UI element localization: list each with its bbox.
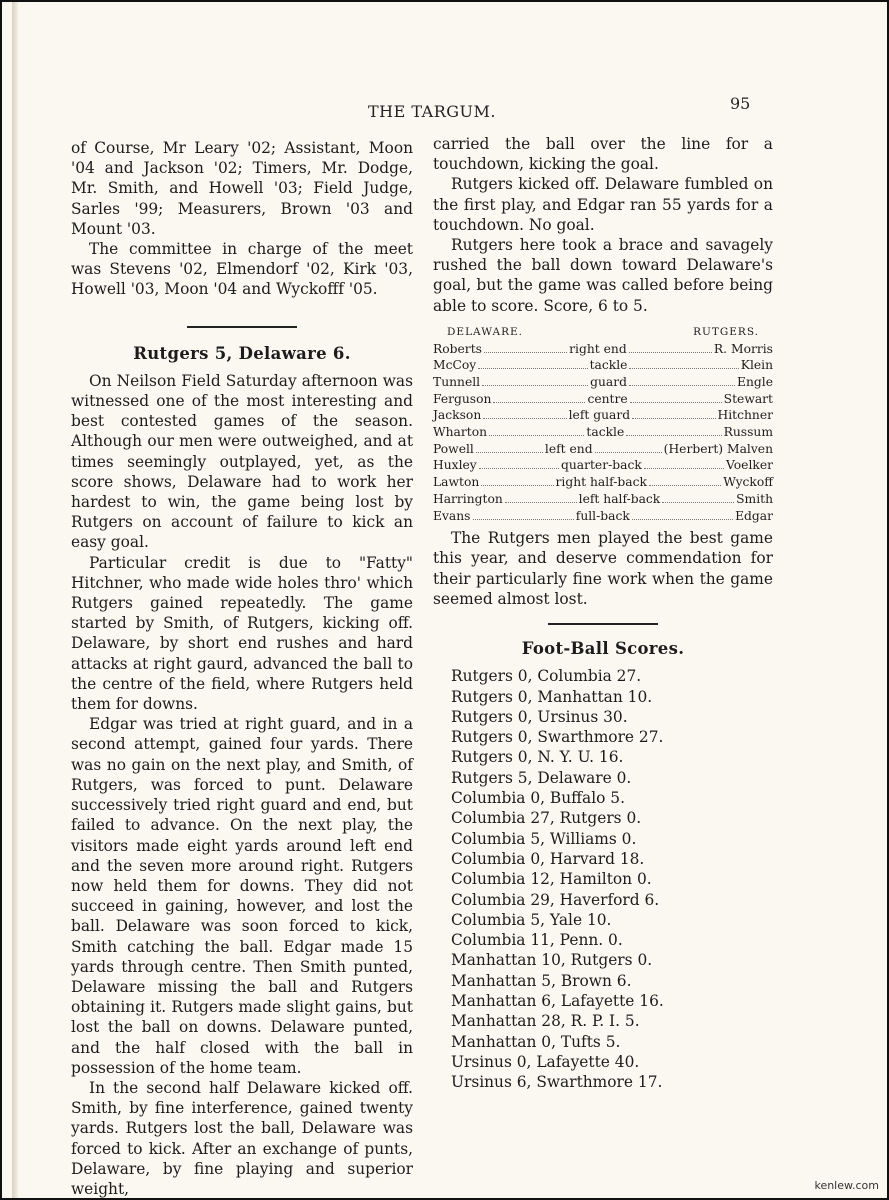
scores-list — [433, 666, 773, 1092]
dot-leader — [595, 442, 662, 453]
dot-leader — [484, 342, 567, 353]
paragraph: The Rutgers men played the best game this year, and deserve commendation for their particularly fine work when the game seemed almost lost. — [433, 529, 773, 608]
dot-leader — [479, 458, 559, 469]
score-item: Columbia 0, Buffalo 5. — [451, 789, 625, 808]
lineup-rutgers-player: Hitchner — [717, 408, 773, 423]
score-item: Columbia 11, Penn. 0. — [451, 931, 623, 950]
paragraph: carried the ball over the line for a touchdown, kicking the goal. — [433, 135, 773, 174]
paragraph: Rutgers here took a brace and savagely rushed the ball down toward Delaware's goal, but the game was called before being able to score. Score, 6 to 5. — [433, 236, 773, 315]
lineup-position: quarter-back — [560, 458, 642, 473]
dot-leader — [649, 475, 721, 486]
paragraph: The committee in charge of the meet was Stevens '02, Elmendorf '02, Kirk '03, Howell '03, Moon '04 and Wyckofff '05. — [71, 240, 413, 299]
paragraph: On Neilson Field Saturday afternoon was witnessed one of the most interesting and best contested games of the season. Although our men were outweighed, and at times seemingly outplayed, yet, as the score shows, Delaware had to work her hardest to win, the game being lost by Rutgers on account of failure to kick an easy goal. — [71, 371, 413, 552]
dot-leader — [473, 509, 574, 520]
score-item: Rutgers 5, Delaware 0. — [451, 768, 632, 787]
lineup-rutgers-player: Wyckoff — [723, 475, 774, 490]
score-item: Columbia 12, Hamilton 0. — [451, 870, 652, 889]
score-item: Rutgers 0, Ursinus 30. — [451, 707, 628, 726]
score-item: Manhattan 10, Rutgers 0. — [451, 951, 653, 970]
score-item: Manhattan 5, Brown 6. — [451, 971, 632, 990]
score-item: Rutgers 0, Columbia 27. — [451, 667, 642, 686]
score-item: Columbia 5, Williams 0. — [451, 829, 637, 848]
score-item: Manhattan 6, Lafayette 16. — [451, 992, 664, 1011]
score-item: Manhattan 28, R. P. I. 5. — [451, 1012, 640, 1031]
score-item: Columbia 5, Yale 10. — [451, 910, 612, 929]
section-divider — [187, 326, 297, 328]
lineup-position: full-back — [575, 508, 630, 523]
lineup-rutgers-player: Engle — [737, 374, 773, 389]
lineup-position: left half-back — [578, 491, 661, 506]
lineup-delaware-player: Harrington — [433, 491, 503, 506]
lineup-rutgers-player: Smith — [736, 491, 773, 506]
lineup-row — [433, 441, 773, 458]
score-item: Rutgers 0, Swarthmore 27. — [451, 728, 664, 747]
lineup-header — [433, 324, 773, 341]
score-item: Columbia 27, Rutgers 0. — [451, 809, 642, 828]
lineup-position: centre — [587, 391, 628, 406]
dot-leader — [481, 475, 553, 486]
dot-leader — [629, 358, 738, 369]
lineup-delaware-player: Tunnell — [433, 374, 481, 389]
lineup-rutgers-player: R. Morris — [713, 341, 773, 356]
dot-leader — [482, 375, 588, 386]
lineup-position: left end — [544, 441, 593, 456]
dot-leader — [632, 408, 715, 419]
dot-leader — [644, 458, 724, 469]
dot-leader — [630, 392, 722, 403]
lineup-row — [433, 357, 773, 374]
lineup-delaware-player: McCoy — [433, 358, 477, 373]
lineup-delaware-player: Huxley — [433, 458, 477, 473]
paragraph: In the second half Delaware kicked off. Smith, by fine interference, gained twenty yards. Rutgers lost the ball, Delaware was forced to kick. After an exchange of punts, Delaware, by fine playing and superior weight, — [71, 1078, 413, 1198]
lineup-rows — [433, 341, 773, 525]
dot-leader — [483, 408, 566, 419]
score-item: Rutgers 0, Manhattan 10. — [451, 687, 653, 706]
dot-leader — [505, 492, 577, 503]
lineup-delaware-player: Evans — [433, 508, 471, 523]
lineup-position: guard — [590, 374, 627, 389]
lineup-position: tackle — [589, 358, 628, 373]
lineup-rutgers-player: Stewart — [723, 391, 773, 406]
lineup-row — [433, 424, 773, 441]
dot-leader — [626, 425, 721, 436]
game-heading: Rutgers 5, Delaware 6. — [133, 343, 351, 363]
lineup-row — [433, 407, 773, 424]
watermark: kenlew.com — [814, 1179, 879, 1192]
score-item: Manhattan 0, Tufts 5. — [451, 1032, 621, 1051]
left-column — [71, 138, 413, 1199]
dot-leader — [662, 492, 734, 503]
lineup-rutgers-player: Edgar — [735, 508, 774, 523]
score-item: Columbia 0, Harvard 18. — [451, 849, 645, 868]
lineup-position: right end — [569, 341, 627, 356]
lineup-position: tackle — [586, 425, 625, 440]
dot-leader — [493, 392, 585, 403]
page-spine-shadow — [12, 2, 18, 1198]
lineup-delaware-player: Roberts — [433, 341, 482, 356]
dot-leader — [629, 375, 735, 386]
lineup-position: left guard — [568, 408, 631, 423]
lineup-row — [433, 374, 773, 391]
dot-leader — [476, 442, 543, 453]
dot-leader — [489, 425, 584, 436]
lineup-row — [433, 474, 773, 491]
paragraph: Edgar was tried at right guard, and in a second attempt, gained four yards. There was no gain on the next play, and Smith, of Rutgers, was forced to punt. Delaware successively tried right guard and end, but failed to advance. On the next play, the visitors made eight yards around left end and the seven more around right. Rutgers now held them for downs. They did not succeed in gaining, however, and lost the ball. Delaware was soon forced to kick, Smith catching the ball. Edgar made 15 yards through centre. Then Smith punted, Delaware missing the ball and Rutgers obtaining it. Rutgers made slight gains, but lost the ball on downs. Delaware punted, and the half closed with the ball in possession of the home team. — [71, 715, 413, 1077]
lineup-row — [433, 491, 773, 508]
running-header: THE TARGUM. — [367, 102, 497, 121]
lineup-position: right half-back — [555, 475, 647, 490]
scores-heading: Foot-Ball Scores. — [521, 639, 685, 659]
lineup-delaware-player: Jackson — [433, 408, 482, 423]
lineup-row — [433, 391, 773, 408]
lineup-team-delaware: DELAWARE. — [447, 325, 523, 338]
lineup-rutgers-player: Russum — [723, 425, 774, 440]
paragraph: Rutgers kicked off. Delaware fumbled on the first play, and Edgar ran 55 yards for a touchdown. No goal. — [433, 175, 773, 234]
lineup-row — [433, 341, 773, 358]
lineup-rutgers-player: (Herbert) Malven — [663, 441, 773, 456]
lineup-delaware-player: Lawton — [433, 475, 480, 490]
dot-leader — [629, 342, 712, 353]
right-column — [433, 134, 773, 1093]
lineup-delaware-player: Wharton — [433, 425, 488, 440]
section-divider — [548, 623, 658, 625]
score-item: Ursinus 0, Lafayette 40. — [451, 1052, 640, 1071]
score-item: Rutgers 0, N. Y. U. 16. — [451, 748, 624, 767]
lineup-delaware-player: Ferguson — [433, 391, 492, 406]
score-item: Columbia 29, Haverford 6. — [451, 890, 660, 909]
dot-leader — [632, 509, 733, 520]
lineup-rutgers-player: Klein — [740, 358, 774, 373]
lineup-row — [433, 457, 773, 474]
lineup-table — [433, 324, 773, 524]
score-item: Ursinus 6, Swarthmore 17. — [451, 1073, 663, 1092]
lineup-team-rutgers: RUTGERS. — [693, 325, 759, 338]
dot-leader — [478, 358, 587, 369]
paragraph: of Course, Mr Leary '02; Assistant, Moon '04 and Jackson '02; Timers, Mr. Dodge, Mr. Smith, and Howell '03; Field Judge, Sarles '99; Measurers, Brown '03 and Mount '03. — [71, 139, 413, 238]
paragraph: Particular credit is due to "Fatty" Hitchner, who made wide holes thro' which Rutgers gained repeatedly. The game started by Smith, of Rutgers, kicking off. Delaware, by short end rushes and hard attacks at right gaurd, advanced the ball to the centre of the field, where Rutgers held them for downs. — [71, 553, 413, 714]
lineup-delaware-player: Powell — [433, 441, 474, 456]
lineup-row — [433, 508, 773, 525]
page-number: 95 — [730, 94, 751, 113]
lineup-rutgers-player: Voelker — [726, 458, 773, 473]
